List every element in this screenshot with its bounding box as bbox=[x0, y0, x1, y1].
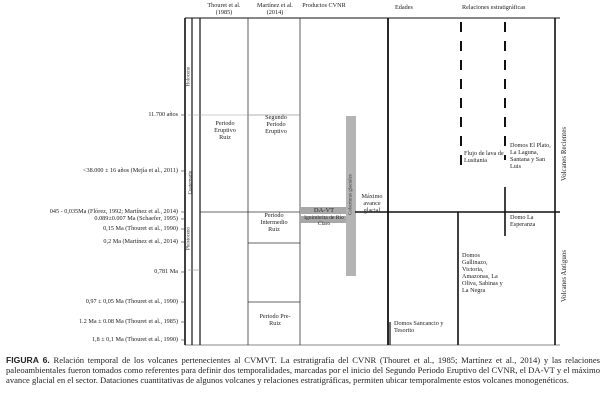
product-ignimbrita: Ignimbrita de Río Claro bbox=[304, 215, 344, 227]
relation-lusitania: Flujo de lava de Lusitania bbox=[464, 150, 504, 164]
age-label: 0,781 Ma bbox=[154, 268, 178, 275]
period-segundo: Segundo Periodo Eruptivo bbox=[265, 114, 287, 135]
age-label: 11.700 años bbox=[148, 111, 178, 118]
header-productos: Productos CVNR bbox=[302, 2, 346, 9]
age-label: 0.089±0.007 Ma (Schaefer, 1995) bbox=[94, 215, 178, 222]
age-label: 0,2 Ma (Martínez et al., 2014) bbox=[103, 238, 178, 245]
age-label: 0,97 ± 0,05 Ma (Thouret et al., 1990) bbox=[85, 298, 178, 305]
period-eruptivo-ruiz: Periodo Eruptivo Ruiz bbox=[214, 120, 236, 141]
relation-sancancio: Domos Sancancio y Tesorito bbox=[394, 320, 444, 334]
label-volcanes-recientes: Volcanes Recientes bbox=[560, 126, 568, 182]
label-volcanes-antiguos: Volcanes Antiguos bbox=[560, 249, 568, 303]
figure-caption bbox=[6, 355, 600, 385]
product-coberturas: Coberturas glaciales bbox=[348, 174, 354, 215]
label-cuaternario: Cuaternario bbox=[188, 170, 194, 195]
product-maximo: Máximo avance glacial bbox=[361, 193, 383, 214]
age-label: 045 - 0,035Ma (Flórez, 1992; Martínez et al., 2014) bbox=[49, 208, 178, 215]
caption-label: FIGURA 6. bbox=[6, 355, 50, 365]
age-label: 1.2 Ma ± 0.08 Ma (Thouret et al., 1985) bbox=[79, 318, 178, 325]
header-edades: Edades bbox=[395, 4, 413, 11]
label-holoceno: Holoceno bbox=[186, 66, 192, 87]
age-label: <38.000 ± 16 años (Mejía et al., 2011) bbox=[83, 167, 178, 174]
relation-esperanza: Domo La Esperanza bbox=[510, 214, 536, 228]
age-label: 0,15 Ma (Thouret et al., 1990) bbox=[103, 225, 178, 232]
relation-domos-plato: Domos El Plato, La Laguna, Santana y San Luis bbox=[510, 142, 551, 170]
header-relaciones: Relaciones estratigráficas bbox=[462, 4, 526, 11]
period-pre-ruiz: Periodo Pre-Ruiz bbox=[259, 313, 291, 327]
relation-gallinazo: Domos Gallinazo, Victoria, Amazonas, La Oliva, Sabinas y La Negra bbox=[462, 252, 503, 294]
period-intermedio: Periodo Intermedio Ruiz bbox=[260, 212, 288, 233]
header-martinez: Martínez et al. (2014) bbox=[257, 2, 293, 16]
header-thouret: Thouret et al. (1985) bbox=[207, 2, 241, 16]
caption-text: Relación temporal de los volcanes pertenecientes al CVMVT. La estratigrafía del CVNR (Thouret et al., 1985; Martínez et al., 2014) y las relaciones paleoambientales fueron tomados como referentes para definir dos temporalidades, marcadas por el inicio del Segundo Periodo Eruptivo del CVNR, el DA-VT y el máximo avance glacial en el sector. Dataciones cuantitativas de algunos volcanes y relaciones estratigráficas, permiten ubicar temporalmente estos volcanes monogenéticos. bbox=[6, 355, 600, 385]
label-pleistoceno: Pleistoceno bbox=[186, 226, 192, 251]
age-label: 1,8 ± 0,1 Ma (Thouret et al., 1990) bbox=[91, 336, 178, 343]
product-davt: DA-VT bbox=[313, 207, 335, 214]
